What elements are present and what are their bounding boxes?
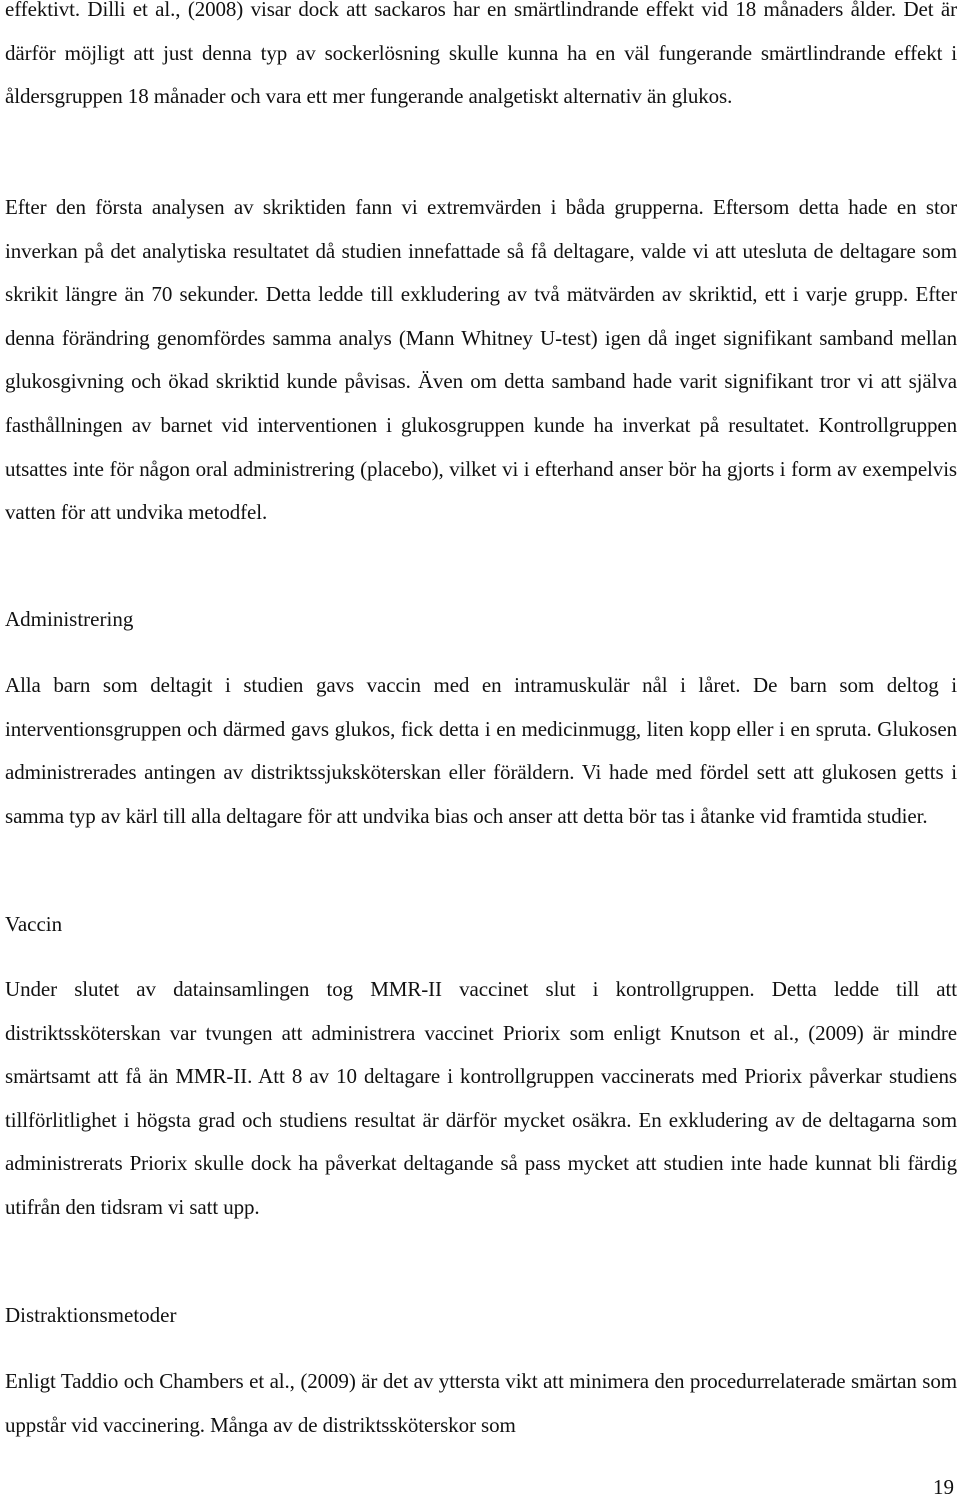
paragraph-vaccin: Under slutet av datainsamlingen tog MMR-II vaccinet slut i kontrollgruppen. Detta ledde till att distriktssköterskan var tvungen att administrera vaccinet Priorix som enligt Knutson et al., (2009) är mindre smärtsamt att få än MMR-II. Att 8 av 10 deltagare i kontrollgruppen vaccinerats med Priorix påverkar studiens tillförlitlighet i högsta grad och studiens resultat är därför mycket osäkra. En exkludering av de deltagarna som administrerats Priorix skulle dock ha påverkat deltagande så pass mycket att studien inte hade kunnat bli färdig utifrån den tidsram vi satt upp. <box>5 977 957 1219</box>
heading-administrering: Administrering <box>5 607 134 631</box>
heading-vaccin: Vaccin <box>5 912 63 936</box>
paragraph-sackaros-discussion: effektivt. Dilli et al., (2008) visar dock att sackaros har en smärtlindrande effekt vid 18 månaders ålder. Det är därför möjligt att just denna typ av sockerlösning skulle kunna ha en väl fungerande smärtlindrande effekt i åldersgruppen 18 månader och vara ett mer fungerande analgetiskt alternativ än glukos. <box>5 0 957 109</box>
heading-distraktionsmetoder: Distraktionsmetoder <box>5 1303 177 1327</box>
paragraph-distraktionsmetoder: Enligt Taddio och Chambers et al., (2009) är det av yttersta vikt att minimera den procedurrelaterade smärtan som uppstår vid vaccinering. Många av de distriktssköterskor som <box>5 1369 957 1437</box>
paragraph-skriktid-analysis: Efter den första analysen av skriktiden fann vi extremvärden i båda grupperna. Eftersom detta hade en stor inverkan på det analytiska resultatet då studien innefattade så få deltagare, valde vi att utesluta de deltagare som skrikit längre än 70 sekunder. Detta ledde till exkludering av två mätvärden av skriktid, ett i varje grupp. Efter denna förändring genomfördes samma analys (Mann Whitney U-test) igen då inget signifikant samband mellan glukosgivning och ökad skriktid kunde påvisas. Även om detta samband hade varit signifikant tror vi att själva fasthållningen av barnet vid interventionen i glukosgruppen kunde ha inverkat på resultatet. Kontrollgruppen utsattes inte för någon oral administrering (placebo), vilket vi i efterhand anser bör ha gjorts i form av exempelvis vatten för att undvika metodfel. <box>5 195 957 525</box>
paragraph-administrering: Alla barn som deltagit i studien gavs vaccin med en intramuskulär nål i låret. De barn som deltog i interventionsgruppen och därmed gavs glukos, fick detta i en medicinmugg, liten kopp eller i en spruta. Glukosen administrerades antingen av distriktssjuksköterskan eller föräldern. Vi hade med fördel sett att glukosen getts i samma typ av kärl till alla deltagare för att undvika bias och anser att detta bör tas i åtanke vid framtida studier. <box>5 673 957 828</box>
page-number: 19 <box>933 1475 954 1499</box>
